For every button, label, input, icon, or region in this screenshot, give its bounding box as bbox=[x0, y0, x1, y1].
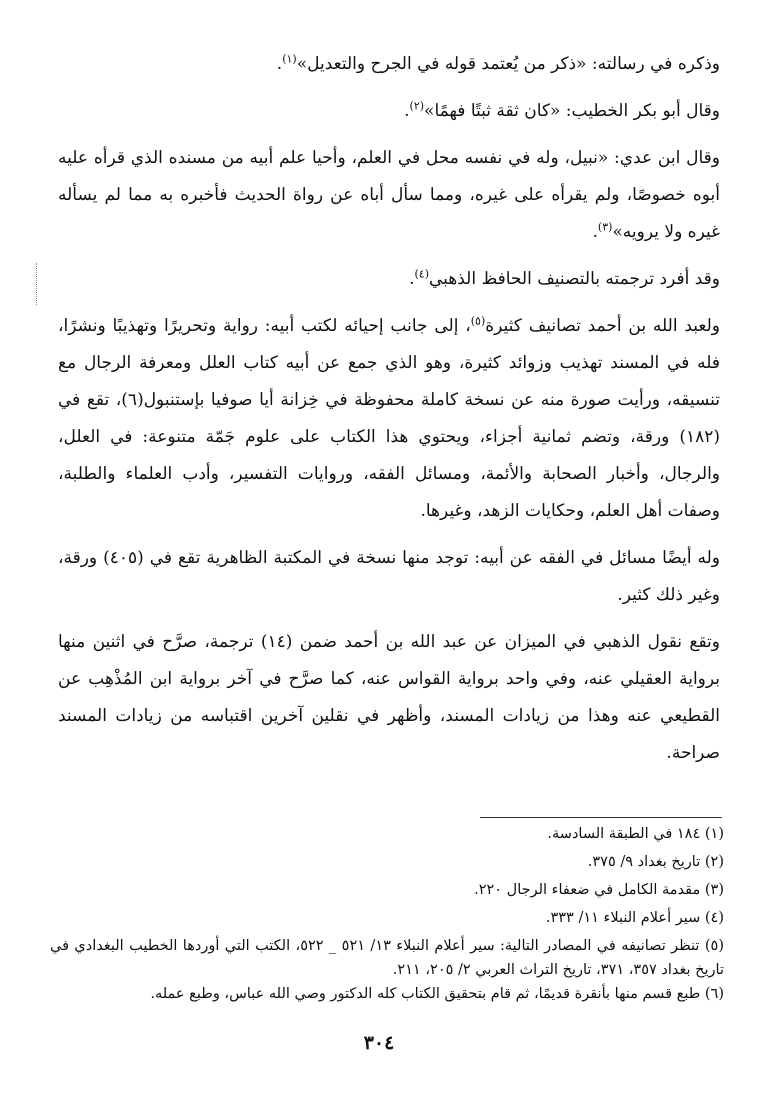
page-number: ٣٠٤ bbox=[363, 1032, 395, 1054]
footnote-ref-4[interactable]: (٤) bbox=[414, 267, 429, 281]
main-text bbox=[58, 46, 720, 782]
footnote-2: (٢) تاريخ بغداد ٩/ ٣٧٥. bbox=[587, 854, 724, 870]
paragraph-dhahabi: وقد أفرد ترجمته بالتصنيف الحافظ الذهبي$^{(٤)}$. bbox=[409, 267, 720, 289]
footnote-ref-2[interactable]: (٢) bbox=[409, 99, 425, 113]
margin-mark bbox=[36, 263, 37, 305]
footnote-4: (٤) سير أعلام النبلاء ١١/ ٣٣٣. bbox=[545, 910, 724, 926]
footnote-5: (٥) تنظر تصانيفه في المصادر التالية: سير أعلام النبلاء ١٣/ ٥٢١ _ ٥٢٢، الكتب التي أوردها الخطيب البغدادي في تاريخ بغداد ٣٥٧، ٣٧١، تاريخ التراث العربي ٢/ ٢٠٥، ٢١١. bbox=[50, 938, 724, 978]
footnote-ref-3[interactable]: (٣) bbox=[597, 220, 613, 234]
paragraph-masail: وله أيضًا مسائل في الفقه عن أبيه: توجد منها نسخة في المكتبة الظاهرية تقع في (٤٠٥) ورقة، وغير ذلك كثير. bbox=[58, 548, 721, 605]
footnote-ref-5[interactable]: (٥) bbox=[470, 314, 486, 328]
footnote-separator bbox=[480, 817, 722, 818]
footnote-3: (٣) مقدمة الكامل في ضعفاء الرجال ٢٢٠. bbox=[474, 882, 724, 898]
paragraph-ibn-adi: وقال ابن عدي: «نبيل، وله في نفسه محل في العلم، وأحيا علم أبيه من مسنده الذي قرأه عليه أبوه خصوصًا، ولم يقرأه على غيره، ومما سأل أباه عن رواة الحديث فأخبره به مما لم يسأله غيره ولا يرويه»$^{(٣)}$. bbox=[58, 148, 720, 242]
footnote-1: (١) ١٨٤ في الطبقة السادسة. bbox=[547, 826, 724, 842]
footnotes bbox=[50, 822, 724, 1010]
paragraph-nuqul: وتقع نقول الذهبي في الميزان عن عبد الله بن أحمد ضمن (١٤) ترجمة، صرَّح في اثنين منها برواية العقيلي عنه، وفي واحد برواية القواس عنه، كما صرَّح في آخر برواية ابن المُذْهِب عن القطيعي عنه وهذا من زيادات المسند، وأظهر في نقلين آخرين اقتباسه من زيادات المسند صراحة. bbox=[58, 632, 720, 763]
paragraph-khatib: وقال أبو بكر الخطيب: «كان ثقة ثبتًا فهمًا»$^{(٢)}$. bbox=[404, 99, 720, 121]
paragraph-tasanif: ولعبد الله بن أحمد تصانيف كثيرة$^{(٥)}$، إلى جانب إحيائه لكتب أبيه: رواية وتحريرًا وتهذيبًا ونشرًا، فله في المسند تهذيب وزوائد كثيرة، وهو الذي جمع عن أبيه كتاب العلل ومعرفة الرجال مع تنسيقه، ورأيت صورة منه عن نسخة كاملة محفوظة في خِزانة أيا صوفيا بإستنبول(٦)، تقع في (١٨٢) ورقة، وتضم ثمانية أجزاء، ويحتوي هذا الكتاب على علوم جَمّة متنوعة: في العلل، والرجال، وأخبار الصحابة والأئمة، ومسائل الفقه، وروايات التفسير، وأدب العلماء والطلبة، وصفات أهل العلم، وحكايات الزهد، وغيرها. bbox=[58, 314, 720, 521]
paragraph-risala: وذكره في رسالته: «ذكر من يُعتمد قوله في الجرح والتعديل»$^{(١)}$. bbox=[276, 52, 720, 74]
footnote-6: (٦) طبع قسم منها بأنقرة قديمًا، ثم قام بتحقيق الكتاب كله الدكتور وصي الله عباس، وطبع عمله. bbox=[150, 986, 724, 1002]
footnote-ref-1[interactable]: (١) bbox=[282, 52, 297, 66]
